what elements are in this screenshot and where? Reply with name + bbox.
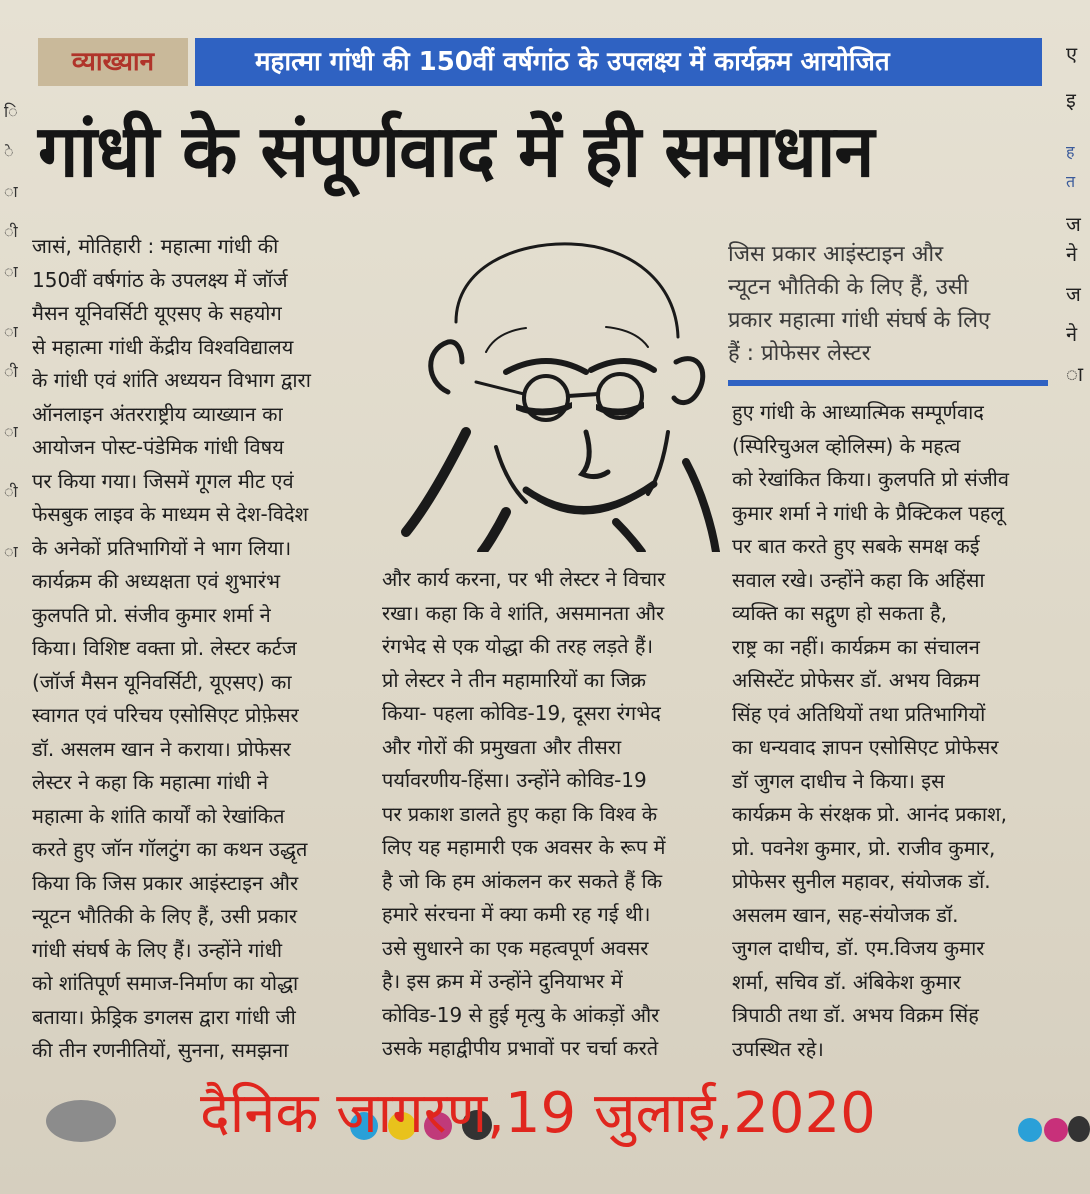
- article-line: और कार्य करना, पर भी लेस्टर ने विचार: [382, 567, 666, 591]
- article-line: मैसन यूनिवर्सिटी यूएसए के सहयोग: [32, 301, 282, 325]
- article-line: को रेखांकित किया। कुलपति प्रो संजीव: [732, 467, 1009, 491]
- pull-quote-line: जिस प्रकार आइंस्टाइन और: [728, 242, 944, 267]
- article-column-2: [382, 563, 716, 1066]
- print-registration-mark: [46, 1100, 116, 1142]
- print-registration-mark: [1068, 1116, 1090, 1142]
- article-column-3: [732, 396, 1064, 1066]
- article-line: (जॉर्ज मैसन यूनिवर्सिटी, यूएसए) का: [32, 669, 292, 694]
- article-line: 150वीं वर्षगांठ के उपलक्ष्य में जॉर्ज: [32, 267, 288, 292]
- article-line: उसके महाद्वीपीय प्रभावों पर चर्चा करते: [382, 1036, 659, 1060]
- article-line: फेसबुक लाइव के माध्यम से देश-विदेश: [32, 502, 309, 526]
- article-line: राष्ट्र का नहीं। कार्यक्रम का संचालन: [732, 634, 980, 659]
- article-line: आयोजन पोस्ट-पंडेमिक गांधी विषय: [32, 435, 284, 459]
- source-caption: दैनिक जागरण,19 जुलाई,2020: [200, 1081, 876, 1146]
- pull-quote-line: प्रकार महात्मा गांधी संघर्ष के लिए: [728, 308, 991, 333]
- article-line: प्रोफेसर सुनील महावर, संयोजक डॉ.: [732, 869, 991, 893]
- article-line: व्यक्ति का सद्गुण हो सकता है,: [732, 601, 947, 625]
- article-line: शर्मा, सचिव डॉ. अंबिकेश कुमार: [732, 969, 961, 994]
- pull-quote-rule: [728, 380, 1048, 386]
- print-registration-mark: [1044, 1118, 1068, 1142]
- article-line: जुगल दाधीच, डॉ. एम.विजय कुमार: [732, 936, 985, 960]
- article-line: की तीन रणनीतियों, सुनना, समझना: [32, 1038, 289, 1062]
- article-line: स्वागत एवं परिचय एसोसिएट प्रोफ़ेसर: [32, 703, 299, 727]
- article-line: उसे सुधारने का एक महत्वपूर्ण अवसर: [382, 935, 649, 960]
- article-column-1: [32, 230, 360, 1068]
- article-line: है जो कि हम आंकलन कर सकते हैं कि: [382, 868, 663, 893]
- adjacent-column-left-edge: ि े ा ी ा ा ी ा ी ा: [4, 102, 18, 561]
- article-line: सिंह एवं अतिथियों तथा प्रतिभागियों: [732, 701, 986, 726]
- article-line: और गोरों की प्रमुखता और तीसरा: [382, 734, 622, 759]
- article-line: रखा। कहा कि वे शांति, असमानता और: [382, 600, 665, 625]
- article-line: लिए यह महामारी एक अवसर के रूप में: [382, 835, 666, 859]
- article-line: से महात्मा गांधी केंद्रीय विश्वविद्यालय: [32, 334, 294, 359]
- article-line: किया। विशिष्ट वक्ता प्रो. लेस्टर कर्टज: [32, 636, 297, 660]
- article-line: कुमार शर्मा ने गांधी के प्रैक्टिकल पहलू: [732, 500, 1004, 525]
- section-kicker: व्याख्यान: [38, 38, 188, 86]
- article-line: रंगभेद से एक योद्धा की तरह लड़ते हैं।: [382, 634, 654, 658]
- article-line: डॉ जुगल दाधीच ने किया। इस: [732, 768, 945, 793]
- article-line: न्यूटन भौतिकी के लिए हैं, उसी प्रकार: [32, 904, 298, 928]
- article-line: असिस्टेंट प्रोफेसर डॉ. अभय विक्रम: [732, 668, 980, 692]
- article-line: किया कि जिस प्रकार आइंस्टाइन और: [32, 870, 299, 895]
- adjacent-column-right-edge: ए इ ह त ज ने ज ने ा: [1066, 42, 1084, 386]
- article-line: पर बात करते हुए सबके समक्ष कई: [732, 534, 980, 558]
- article-line: त्रिपाठी तथा डॉ. अभय विक्रम सिंह: [732, 1003, 979, 1027]
- article-line: प्रो. पवनेश कुमार, प्रो. राजीव कुमार,: [732, 835, 996, 860]
- article-line: उपस्थित रहे।: [732, 1036, 824, 1061]
- article-line: कोविड-19 से हुई मृत्यु के आंकड़ों और: [382, 1002, 660, 1027]
- article-line: गांधी संघर्ष के लिए हैं। उन्होंने गांधी: [32, 937, 283, 962]
- print-registration-mark: [1018, 1118, 1042, 1142]
- article-line: पर प्रकाश डालते हुए कहा कि विश्व के: [382, 801, 658, 826]
- article-line: जासं, मोतिहारी : महात्मा गांधी की: [32, 234, 279, 258]
- article-line: को शांतिपूर्ण समाज-निर्माण का योद्धा: [32, 971, 299, 995]
- article-line: कार्यक्रम की अध्यक्षता एवं शुभारंभ: [32, 569, 281, 593]
- article-line: (स्पिरिचुअल व्होलिस्म) के महत्व: [732, 433, 961, 458]
- article-line: असलम खान, सह-संयोजक डॉ.: [732, 902, 959, 927]
- article-line: किया- पहला कोविड-19, दूसरा रंगभेद: [382, 701, 661, 725]
- gandhi-portrait-sketch: [386, 232, 726, 552]
- kicker-row: [38, 38, 1042, 86]
- article-line: पर्यावरणीय-हिंसा। उन्होंने कोविड-19: [382, 768, 647, 792]
- pull-quote-line: न्यूटन भौतिकी के लिए हैं, उसी: [728, 275, 969, 300]
- article-line: ऑनलाइन अंतरराष्ट्रीय व्याख्यान का: [32, 401, 283, 426]
- article-line: प्रो लेस्टर ने तीन महामारियों का जिक्र: [382, 667, 647, 692]
- subheadline-text: महात्मा गांधी की 150वीं वर्षगांठ के उपलक्ष्य में कार्यक्रम आयोजित: [255, 47, 890, 77]
- article-line: कुलपति प्रो. संजीव कुमार शर्मा ने: [32, 602, 271, 627]
- article-line: बताया। फ्रेड्रिक डगलस द्वारा गांधी जी: [32, 1004, 296, 1029]
- subheadline-bar: [195, 38, 1042, 86]
- pull-quote: [728, 238, 1054, 370]
- article-line: का धन्यवाद ज्ञापन एसोसिएट प्रोफेसर: [732, 735, 999, 759]
- article-line: पर किया गया। जिसमें गूगल मीट एवं: [32, 468, 294, 493]
- article-line: हमारे संरचना में क्या कमी रह गई थी।: [382, 902, 651, 926]
- article-line: महात्मा के शांति कार्यों को रेखांकित: [32, 803, 285, 828]
- article-line: डॉ. असलम खान ने कराया। प्रोफेसर: [32, 736, 291, 761]
- article-line: के अनेकों प्रतिभागियों ने भाग लिया।: [32, 535, 292, 560]
- article-line: के गांधी एवं शांति अध्ययन विभाग द्वारा: [32, 368, 311, 392]
- article-line: कार्यक्रम के संरक्षक प्रो. आनंद प्रकाश,: [732, 802, 1007, 826]
- article-line: है। इस क्रम में उन्होंने दुनियाभर में: [382, 969, 623, 993]
- article-line: हुए गांधी के आध्यात्मिक सम्पूर्णवाद: [732, 400, 984, 424]
- article-line: लेस्टर ने कहा कि महात्मा गांधी ने: [32, 770, 269, 794]
- headline: गांधी के संपूर्णवाद में ही समाधान: [38, 108, 874, 193]
- article-line: सवाल रखे। उन्होंने कहा कि अहिंसा: [732, 567, 985, 592]
- article-line: करते हुए जॉन गॉलटुंग का कथन उद्धृत: [32, 837, 308, 861]
- pull-quote-line: हैं : प्रोफेसर लेस्टर: [728, 341, 871, 366]
